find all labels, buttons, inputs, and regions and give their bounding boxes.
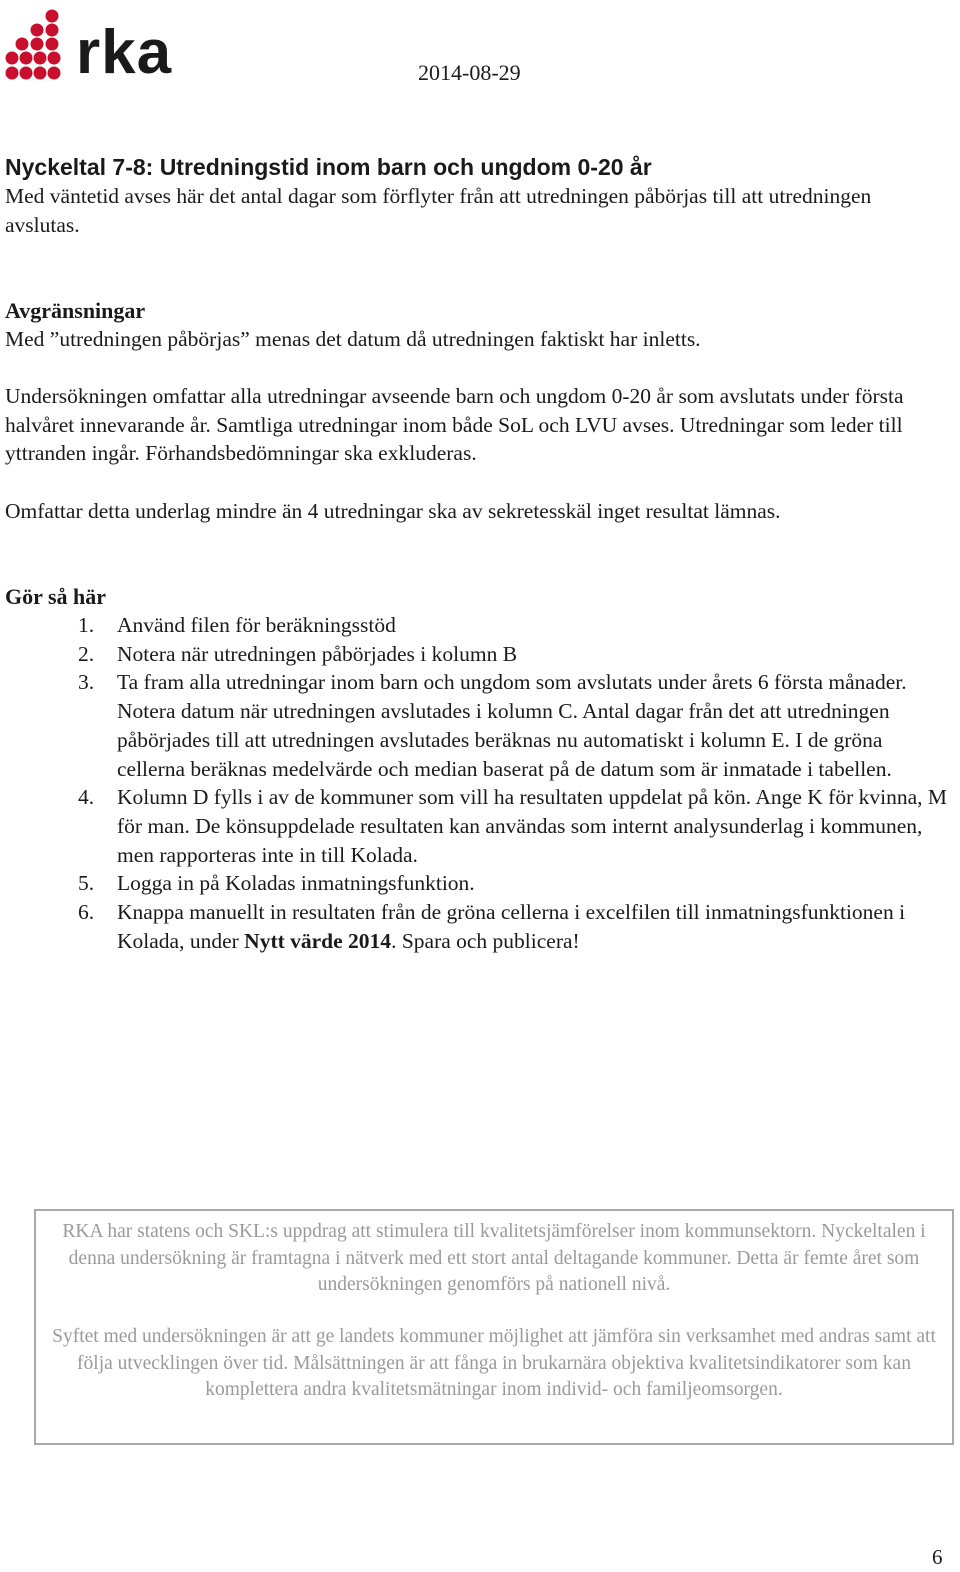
- list-item: [5, 898, 950, 955]
- limits-paragraph-2: Undersökningen omfattar alla utredningar avseende barn och ungdom 0-20 år som avslutats under första halvåret innevarande år. Samtliga utredningar inom både SoL och LVU avses. Utredningar som leder till yttranden ingår. Förhandsbedömningar ska exkluderas.: [5, 384, 904, 466]
- step-text: Notera när utredningen påbörjades i kolumn B: [117, 641, 518, 666]
- step-text: Kolumn D fylls i av de kommuner som vill ha resultaten uppdelat på kön. Ange K för kvinna, M för man. De könsuppdelade resultaten kan användas som internt analysunderlag i kommunen, men rapporteras inte in till Kolada.: [117, 785, 947, 867]
- limits-heading: Avgränsningar: [5, 298, 146, 323]
- step-number: 6.: [78, 900, 95, 925]
- step-number: 4.: [78, 785, 95, 810]
- list-item: [5, 611, 950, 640]
- list-item: [5, 640, 950, 669]
- footer-info-box: [34, 1209, 954, 1445]
- howto-heading: Gör så här: [5, 584, 107, 609]
- page-number: 6: [932, 1545, 943, 1569]
- step-number: 5.: [78, 871, 95, 896]
- limits-paragraph-3: Omfattar detta underlag mindre än 4 utredningar ska av sekretesskäl inget resultat lämnas.: [5, 499, 781, 523]
- howto-steps-list: [5, 611, 950, 955]
- step-number: 1.: [78, 613, 95, 637]
- document-date: 2014-08-29: [418, 60, 521, 85]
- logo-dots-icon: [4, 6, 74, 86]
- footer-paragraph-2: Syftet med undersökningen är att ge landets kommuner möjlighet att jämföra sin verksamhet med andras samt att följa utvecklingen över tid. Målsättningen är att fånga in brukarnära objektiva kvalitetsindikatorer som kan komplettera andra kvalitetsmätningar inom individ- och familjeomsorgen.: [52, 1326, 936, 1400]
- step-number: 2.: [78, 641, 95, 666]
- step-text: Logga in på Koladas inmatningsfunktion.: [117, 871, 475, 896]
- step-text: Använd filen för beräkningsstöd: [117, 613, 396, 637]
- step-number: 3.: [78, 670, 95, 695]
- rka-logo: [4, 6, 184, 86]
- step-text: Ta fram alla utredningar inom barn och ungdom som avslutats under årets 6 första månader. Notera datum när utredningen avslutades i kolumn C. Antal dagar från det att utredningen påbörjades till att utredningen avslutades beräknas nu automatiskt i kolumn E. I de gröna cellerna beräknas medelvärde och median baserat på de datum som är inmatade i tabellen.: [117, 670, 907, 781]
- step-text-after: . Spara och publicera!: [391, 928, 580, 953]
- logo-text: rka: [76, 18, 173, 87]
- list-item: [5, 668, 950, 783]
- footer-paragraph-1: RKA har statens och SKL:s uppdrag att stimulera till kvalitetsjämförelser inom kommunsektorn. Nyckeltalen i denna undersökning är framtagna i nätverk med ett stort antal deltagande kommuner. Detta är femte året som undersökningen genomförs på nationell nivå.: [62, 1221, 926, 1295]
- list-item: [5, 869, 950, 898]
- limits-paragraph-1: Med ”utredningen påbörjas” menas det datum då utredningen faktiskt har inletts.: [5, 327, 701, 351]
- list-item: [5, 783, 950, 869]
- step-text-bold: Nytt värde 2014: [244, 928, 392, 953]
- key-figure-title: Nyckeltal 7-8: Utredningstid inom barn och ungdom 0-20 år: [5, 154, 652, 180]
- step-text-before: Knappa manuellt in resultaten från de gröna cellerna i excelfilen till inmatningsfunktionen i Kolada, under: [117, 900, 906, 953]
- key-figure-description: Med väntetid avses här det antal dagar som förflyter från att utredningen påbörjas till att utredningen avslutas.: [5, 184, 872, 237]
